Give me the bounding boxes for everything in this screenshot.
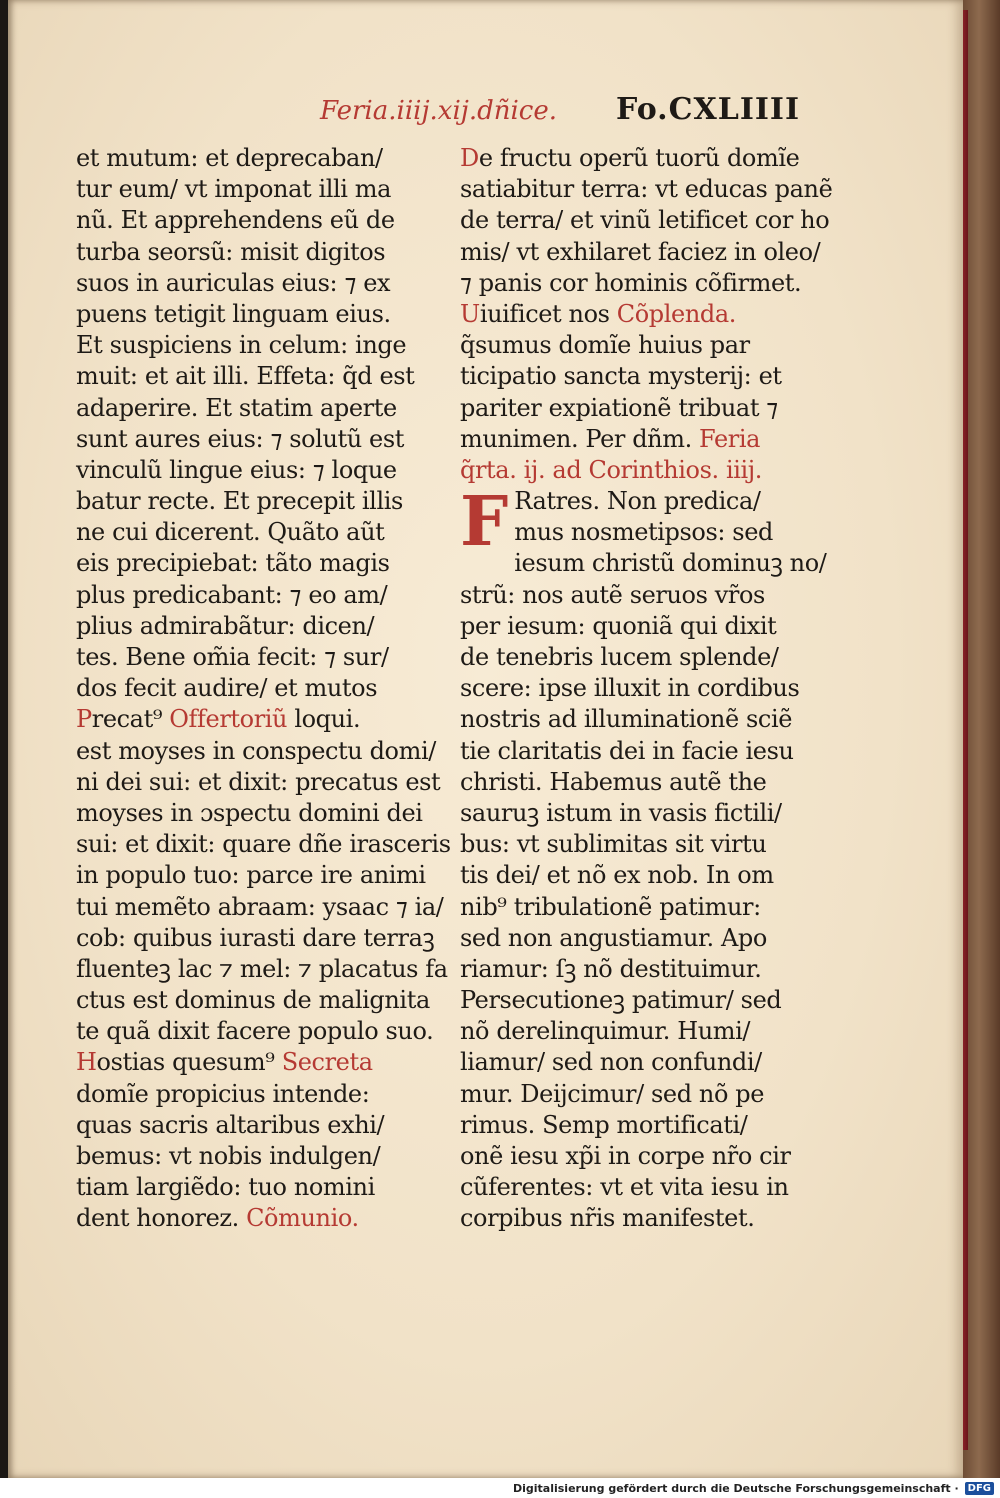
text-line: plius admirabãtur: dicen/ <box>76 611 375 640</box>
text-line: ctus est dominus de malignita <box>76 986 430 1015</box>
text-line: Precat⁹ Offertoriũ loqui. <box>76 705 361 734</box>
right-text-column <box>460 143 833 1235</box>
text-line: eis precipiebat: tãto magis <box>76 549 390 578</box>
text-line: puens tetigit linguam eius. <box>76 299 391 328</box>
footer-credit: Digitalisierung gefördert durch die Deutsche Forschungsgemeinschaft · <box>512 1481 959 1495</box>
text-line: dent honorez. Cõmunio. <box>76 1204 359 1233</box>
text-line: cũferentes: vt et vita iesu in <box>460 1173 789 1202</box>
text-line: quas sacris altaribus exhi/ <box>76 1110 385 1139</box>
text-line: rimus. Semp mortificati/ <box>460 1110 748 1139</box>
text-line: tis dei/ et nõ ex nob. In om <box>460 861 774 890</box>
text-line: batur recte. Et precepit illis <box>76 487 403 516</box>
text-line: mur. Deijcimur/ sed nõ pe <box>460 1079 765 1108</box>
text-line: et mutum: et deprecaban/ <box>76 144 383 172</box>
left-text-column <box>76 143 451 1235</box>
text-line: q̃sumus domĩe huius par <box>460 331 750 360</box>
text-line: iesum christũ dominuꝫ no/ <box>514 549 827 578</box>
text-line: domĩe propicius intende: <box>76 1079 370 1108</box>
text-line: sui: et dixit: quare dñe irasceris <box>76 830 451 859</box>
text-line: sed non angustiamur. Apo <box>460 923 767 952</box>
text-line: tur eum/ vt imponat illi ma <box>76 175 392 204</box>
text-line: tes. Bene om̃ia fecit: ⁊ sur/ <box>76 643 389 671</box>
text-line: fluenteꝫ lac ⁊ mel: ⁊ placatus fa <box>76 954 448 983</box>
text-line: cob: quibus iurasti dare terraꝫ <box>76 923 435 952</box>
text-line: nostris ad illuminationẽ sciẽ <box>460 705 793 734</box>
text-line: nũ. Et apprehendens eũ de <box>76 206 395 235</box>
text-line: Persecutioneꝫ patimur/ sed <box>460 986 782 1015</box>
running-title: Feria.iiij.xij.dñice. <box>320 96 558 126</box>
text-line: turba seorsũ: misit digitos <box>76 237 386 266</box>
text-line: bus: vt sublimitas sit virtu <box>460 830 767 859</box>
text-line: satiabitur terra: vt educas panẽ <box>460 175 833 204</box>
text-line: strũ: nos autẽ seruos vr̃os <box>460 580 765 609</box>
text-line: adaperire. Et statim aperte <box>76 393 397 422</box>
text-line: riamur: ſꝫ nõ destituimur. <box>460 954 762 983</box>
folio-number: Fo.CXLIIII <box>616 92 800 127</box>
text-line: dos fecit audire/ et mutos <box>76 674 378 703</box>
text-line: ⁊ panis cor hominis cõfirmet. <box>460 268 802 297</box>
text-line: nib⁹ tribulationẽ patimur: <box>460 892 761 921</box>
text-line: tiam largiẽdo: tuo nomini <box>76 1173 375 1202</box>
text-line: muit: et ait illi. Effeta: q̃d est <box>76 362 415 391</box>
text-line: Uiuificet nos Cõplenda. <box>460 299 736 328</box>
text-line: sauruꝫ istum in vasis fictili/ <box>460 798 782 827</box>
text-line: scere: ipse illuxit in cordibus <box>460 674 800 703</box>
text-line: nõ derelinquimur. Humi/ <box>460 1017 751 1046</box>
text-line: tie claritatis dei in facie iesu <box>460 736 794 765</box>
text-line: q̃rta. ij. ad Corinthios. iiij. <box>460 455 763 484</box>
text-line: plus predicabant: ⁊ eo am/ <box>76 580 388 609</box>
text-line: christi. Habemus autẽ the <box>460 767 767 796</box>
text-line: moyses in ɔspectu domini dei <box>76 798 423 827</box>
text-line: munimen. Per dñm. Feria <box>460 424 761 453</box>
text-line: onẽ iesu xp̃i in corpe nr̃o cir <box>460 1142 791 1170</box>
dfg-logo: DFG <box>965 1482 994 1495</box>
text-line: de terra/ et vinũ letificet cor ho <box>460 206 830 235</box>
text-line: ne cui dicerent. Quãto aũt <box>76 518 385 547</box>
text-line: in populo tuo: parce ire animi <box>76 861 426 890</box>
text-line: vinculũ lingue eius: ⁊ loque <box>76 455 397 484</box>
text-line: mis/ vt exhilaret faciez in oleo/ <box>460 237 821 266</box>
text-line: tui memẽto abraam: ysaac ⁊ ia/ <box>76 892 444 921</box>
text-line: corpibus nr̃is manifestet. <box>460 1204 755 1233</box>
text-line: pariter expiationẽ tribuat ⁊ <box>460 393 778 422</box>
text-line: ticipatio sancta mysterij: et <box>460 362 782 391</box>
text-line: De fructu operũ tuorũ domĩe <box>460 144 800 172</box>
decorated-initial: F <box>460 482 509 563</box>
text-line: Ratres. Non predica/ <box>514 487 761 516</box>
text-line: mus nosmetipsos: sed <box>514 518 773 547</box>
text-line: te quã dixit facere populo suo. <box>76 1017 434 1046</box>
text-line: liamur/ sed non confundi/ <box>460 1048 762 1077</box>
text-line: ni dei sui: et dixit: precatus est <box>76 767 441 796</box>
text-line: sunt aures eius: ⁊ solutũ est <box>76 424 405 453</box>
text-line: per iesum: quoniã qui dixit <box>460 611 777 640</box>
text-line: de tenebris lucem splende/ <box>460 643 779 671</box>
text-line: suos in auriculas eius: ⁊ ex <box>76 268 391 297</box>
text-line: bemus: vt nobis indulgen/ <box>76 1142 381 1170</box>
page-header <box>320 92 800 138</box>
text-line: est moyses in conspectu domi/ <box>76 736 436 765</box>
text-line: Et suspiciens in celum: inge <box>76 331 407 360</box>
text-line: Hostias quesum⁹ Secreta <box>76 1048 373 1077</box>
footer-bar <box>0 1478 1000 1498</box>
